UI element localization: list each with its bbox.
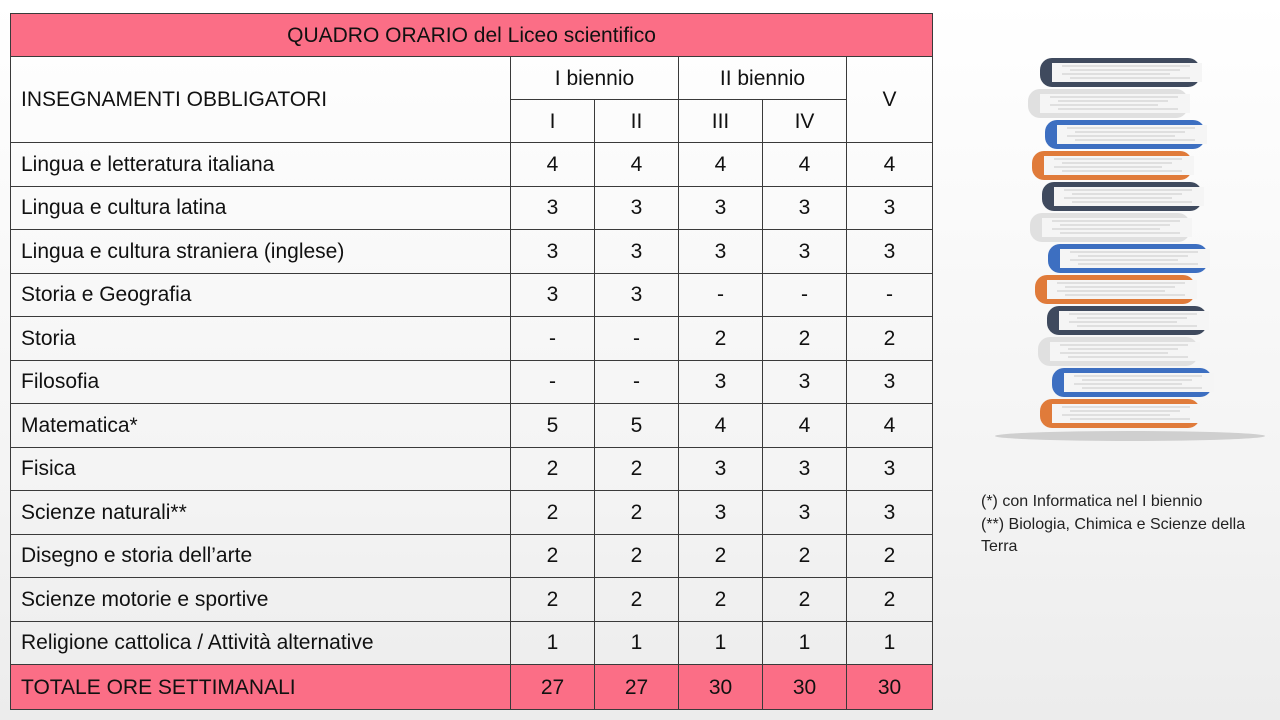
hours-cell: 2	[763, 578, 847, 622]
hours-cell: 1	[679, 621, 763, 665]
hours-cell: 3	[763, 491, 847, 535]
book-stack-icon	[990, 50, 1270, 450]
table-title: QUADRO ORARIO del Liceo scientifico	[11, 14, 933, 57]
hours-cell: 3	[679, 360, 763, 404]
hours-cell: 3	[763, 360, 847, 404]
table-row	[11, 534, 933, 578]
hours-cell: -	[763, 273, 847, 317]
footnote-informatica: (*) con Informatica nel I biennio	[981, 493, 1203, 510]
hours-cell: 3	[511, 186, 595, 230]
hours-cell: 1	[847, 621, 933, 665]
table-row	[11, 447, 933, 491]
subject-header: INSEGNAMENTI OBBLIGATORI	[11, 57, 511, 143]
year-header-3: III	[679, 100, 763, 143]
book-icon	[1040, 399, 1202, 428]
book-icon	[1048, 244, 1210, 273]
hours-cell: -	[511, 317, 595, 361]
hours-cell: 2	[595, 578, 679, 622]
hours-cell: 3	[595, 273, 679, 317]
subject-name: Scienze motorie e sportive	[11, 578, 511, 622]
subject-name: Disegno e storia dell’arte	[11, 534, 511, 578]
book-icon	[1035, 275, 1197, 304]
group-header-year-5: V	[847, 57, 933, 143]
hours-cell: 2	[679, 317, 763, 361]
hours-cell: 3	[763, 230, 847, 274]
hours-cell: 2	[511, 534, 595, 578]
hours-cell: 4	[763, 143, 847, 187]
hours-cell: 3	[595, 186, 679, 230]
total-row	[11, 665, 933, 710]
book-icon	[1030, 213, 1192, 242]
hours-cell: 5	[511, 404, 595, 448]
hours-cell: 1	[511, 621, 595, 665]
table-row	[11, 230, 933, 274]
table-row	[11, 273, 933, 317]
hours-cell: 2	[511, 578, 595, 622]
hours-cell: 2	[595, 447, 679, 491]
hours-cell: 3	[847, 230, 933, 274]
hours-cell: 3	[847, 447, 933, 491]
hours-cell: 2	[763, 534, 847, 578]
book-icon	[1042, 182, 1204, 211]
shadow-icon	[995, 431, 1265, 441]
book-icon	[1028, 89, 1190, 118]
subject-name: Fisica	[11, 447, 511, 491]
total-hours: 30	[679, 665, 763, 710]
hours-cell: 4	[847, 404, 933, 448]
subject-name: Lingua e cultura straniera (inglese)	[11, 230, 511, 274]
hours-cell: 4	[511, 143, 595, 187]
hours-cell: 1	[595, 621, 679, 665]
hours-cell: 5	[595, 404, 679, 448]
hours-cell: 3	[679, 230, 763, 274]
group-header-biennio-2: II biennio	[679, 57, 847, 100]
hours-cell: 2	[847, 317, 933, 361]
hours-cell: 2	[511, 447, 595, 491]
book-icon	[1038, 337, 1200, 366]
total-hours: 27	[595, 665, 679, 710]
total-hours: 30	[847, 665, 933, 710]
subject-name: Scienze naturali**	[11, 491, 511, 535]
timetable	[10, 13, 933, 710]
book-icon	[1047, 306, 1209, 335]
hours-cell: 4	[763, 404, 847, 448]
hours-cell: 2	[679, 578, 763, 622]
hours-cell: 2	[511, 491, 595, 535]
book-icon	[1032, 151, 1194, 180]
subject-name: Matematica*	[11, 404, 511, 448]
hours-cell: 2	[595, 491, 679, 535]
hours-cell: 3	[847, 360, 933, 404]
table-row	[11, 404, 933, 448]
hours-cell: 4	[847, 143, 933, 187]
footnotes	[981, 491, 1261, 559]
hours-cell: 2	[763, 317, 847, 361]
hours-cell: 2	[847, 534, 933, 578]
year-header-2: II	[595, 100, 679, 143]
group-header-biennio-1: I biennio	[511, 57, 679, 100]
hours-cell: 3	[763, 447, 847, 491]
subject-name: Storia e Geografia	[11, 273, 511, 317]
book-icon	[1040, 58, 1202, 87]
hours-cell: 4	[679, 143, 763, 187]
subject-name: Filosofia	[11, 360, 511, 404]
subject-name: Storia	[11, 317, 511, 361]
hours-cell: -	[595, 360, 679, 404]
subject-name: Religione cattolica / Attività alternative	[11, 621, 511, 665]
hours-cell: 3	[847, 186, 933, 230]
year-header-1: I	[511, 100, 595, 143]
subject-name: Lingua e letteratura italiana	[11, 143, 511, 187]
subject-name: Lingua e cultura latina	[11, 186, 511, 230]
table-row	[11, 143, 933, 187]
hours-cell: 3	[679, 491, 763, 535]
hours-cell: 3	[763, 186, 847, 230]
hours-cell: 3	[595, 230, 679, 274]
table-row	[11, 317, 933, 361]
table-row	[11, 360, 933, 404]
table-row	[11, 186, 933, 230]
hours-cell: 4	[679, 404, 763, 448]
table-row	[11, 491, 933, 535]
hours-cell: 2	[595, 534, 679, 578]
hours-cell: 4	[595, 143, 679, 187]
hours-cell: 3	[847, 491, 933, 535]
hours-cell: 2	[847, 578, 933, 622]
total-hours: 30	[763, 665, 847, 710]
footnote-scienze: (**) Biologia, Chimica e Scienze della Terra	[981, 515, 1246, 555]
book-icon	[1052, 368, 1214, 397]
hours-cell: 3	[511, 273, 595, 317]
hours-cell: -	[595, 317, 679, 361]
hours-cell: -	[511, 360, 595, 404]
hours-cell: 3	[679, 186, 763, 230]
hours-cell: -	[847, 273, 933, 317]
table-row	[11, 578, 933, 622]
hours-cell: -	[679, 273, 763, 317]
book-icon	[1045, 120, 1207, 149]
hours-cell: 3	[511, 230, 595, 274]
hours-cell: 3	[679, 447, 763, 491]
hours-cell: 1	[763, 621, 847, 665]
total-hours: 27	[511, 665, 595, 710]
table-row	[11, 621, 933, 665]
year-header-4: IV	[763, 100, 847, 143]
total-label: TOTALE ORE SETTIMANALI	[11, 665, 511, 710]
hours-cell: 2	[679, 534, 763, 578]
